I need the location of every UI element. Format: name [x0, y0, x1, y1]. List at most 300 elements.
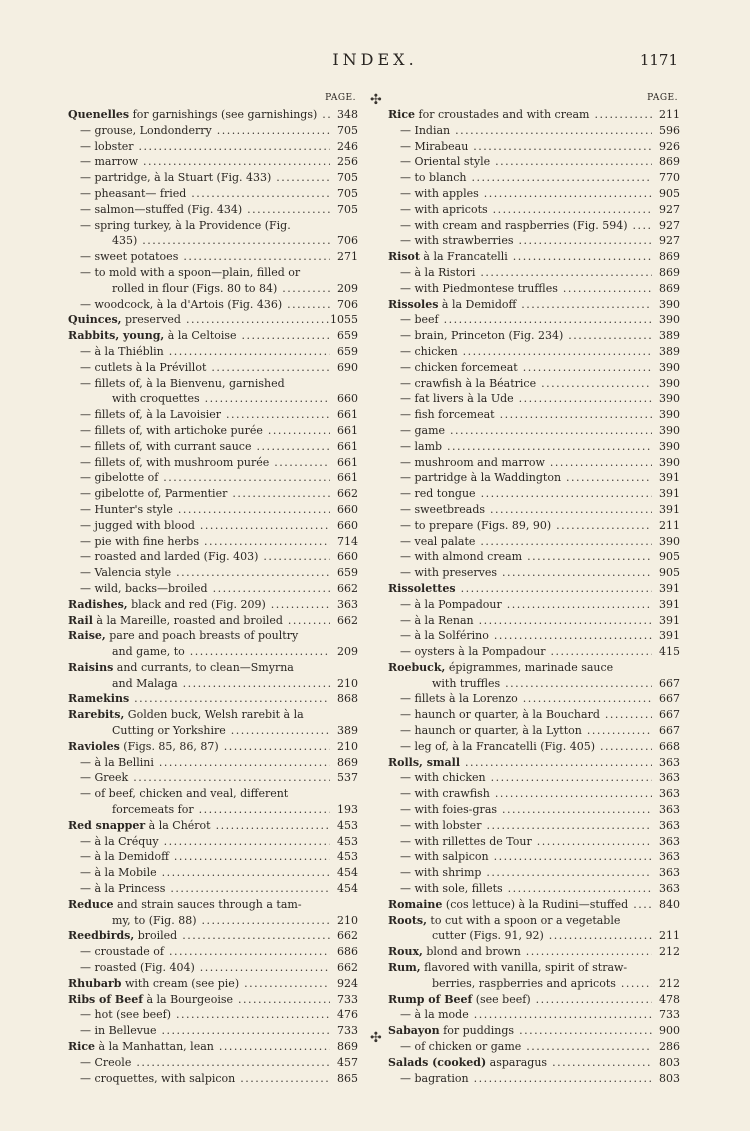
index-entry [68, 502, 358, 518]
entry-text: — croquettes, with salpicon ..... [68, 1071, 330, 1087]
entry-heading: Quinces, [68, 313, 122, 327]
entry-page-number: 667 [659, 676, 680, 690]
entry-text: — sweet potatoes ..... [68, 249, 330, 265]
entry-text: — haunch or quarter, à la Bouchard ..... [388, 707, 652, 723]
entry-page-number: 660 [337, 550, 358, 564]
index-entry [68, 676, 358, 692]
entry-text: — croustade of ..... [68, 944, 330, 960]
entry-page-number: 454 [337, 882, 358, 896]
entry-text: — with shrimp ..... [388, 865, 652, 881]
index-entry [388, 802, 680, 818]
ornament-top: ✣ [370, 92, 382, 108]
entry-page-number: 705 [337, 202, 358, 216]
entry-page-number: 686 [337, 945, 358, 959]
index-entry [68, 297, 358, 313]
entry-text [388, 755, 652, 771]
entry-page-number: 211 [659, 108, 680, 121]
entry-text: and Malaga ..... [68, 676, 330, 692]
entry-text: Romaine (cos lettuce) à la Rudini—stuffed ..... [388, 897, 652, 913]
index-entry [388, 597, 680, 613]
entry-text: Radishes, black and red (Fig. 209) ..... [68, 597, 330, 613]
index-entry [68, 170, 358, 186]
entry-heading: Rarebits, [68, 708, 125, 722]
entry-page-number: 453 [337, 850, 358, 864]
entry-text: forcemeats for ..... [68, 802, 330, 818]
entry-page-number: 706 [337, 234, 358, 248]
entry-text: — with lobster ..... [388, 818, 652, 834]
entry-page-number: 453 [337, 834, 358, 848]
entry-text: — fillets of, à la Bienvenu, garnished [80, 376, 285, 390]
index-entry [68, 139, 358, 155]
index-entry [388, 1039, 680, 1055]
index-entry [68, 123, 358, 139]
index-entry [388, 881, 680, 897]
index-entry [68, 928, 358, 944]
entry-page-number: 661 [337, 408, 358, 422]
entry-page-number: 454 [337, 866, 358, 880]
entry-text: — à la Demidoff ..... [68, 849, 330, 865]
index-entry [68, 992, 358, 1008]
index-entry [388, 865, 680, 881]
entry-page-number: 210 [337, 676, 358, 690]
entry-heading: Quenelles [68, 108, 130, 121]
entry-text: — Oriental style ..... [388, 154, 652, 170]
entry-page-number: 391 [659, 471, 680, 485]
entry-page-number: 659 [337, 329, 358, 343]
index-entry [68, 849, 358, 865]
entry-page-number: 271 [337, 250, 358, 264]
entry-page-number: 661 [337, 455, 358, 469]
entry-text: — with Piedmontese truffles ..... [388, 281, 652, 297]
index-entry [388, 818, 680, 834]
entry-text: — veal palate ..... [388, 534, 652, 550]
entry-text: — with chicken ..... [388, 770, 652, 786]
entry-page-number: 661 [337, 423, 358, 437]
ornament-bottom: ✣ [370, 1030, 382, 1046]
entry-text: Golden buck, Welsh rarebit à la [124, 708, 304, 722]
entry-page-number: 662 [337, 613, 358, 627]
index-entry [388, 755, 680, 771]
entry-page-number: 714 [337, 534, 358, 548]
entry-page-number: 391 [659, 629, 680, 643]
index-entry [68, 802, 358, 818]
index-entry [388, 439, 680, 455]
index-column-left [68, 93, 358, 1086]
entry-page-number: 840 [659, 897, 680, 911]
entry-text: — roasted (Fig. 404) ..... [68, 960, 330, 976]
entry-page-number: 212 [659, 945, 680, 959]
entry-page-number: 660 [337, 518, 358, 532]
entry-text: — à la mode ..... [388, 1007, 652, 1023]
index-entry [388, 628, 680, 644]
index-entry [388, 218, 680, 234]
entry-page-number: 869 [659, 281, 680, 295]
entry-page-number: 210 [337, 913, 358, 927]
entry-page-number: 667 [659, 708, 680, 722]
entry-page-number: 662 [337, 487, 358, 501]
index-entry [68, 312, 358, 328]
entry-text: — beef ..... [388, 312, 652, 328]
entry-page-number: 453 [337, 818, 358, 832]
entry-text: — with almond cream ..... [388, 549, 652, 565]
index-entry [68, 770, 358, 786]
entry-page-number: 900 [659, 1024, 680, 1038]
entry-text: — wild, backs—broiled ..... [68, 581, 330, 597]
entry-page-number: 733 [659, 1008, 680, 1022]
entry-text: Quinces, preserved ..... [68, 312, 330, 328]
column-heading-right: PAGE. [647, 93, 678, 103]
index-entry [68, 549, 358, 565]
index-entry [388, 834, 680, 850]
entry-text: — to prepare (Figs. 89, 90) ..... [388, 518, 652, 534]
page-title: INDEX. [332, 50, 418, 69]
index-entry [388, 897, 680, 913]
index-entry [68, 944, 358, 960]
entry-text: Salads (cooked) asparagus ..... [388, 1055, 652, 1071]
index-entry [388, 1071, 680, 1087]
index-entry [68, 249, 358, 265]
entry-text: — with crawfish ..... [388, 786, 652, 802]
entry-page-number: 363 [659, 755, 680, 769]
entry-text: my, to (Fig. 88) ..... [68, 913, 330, 929]
entry-page-number: 390 [659, 297, 680, 311]
entry-page-number: 348 [337, 108, 358, 121]
entry-text: Quenelles for garnishings (see garnishings) ..... [68, 107, 330, 123]
entry-heading: Red snapper [68, 818, 146, 832]
entry-text: — pheasant— fried ..... [68, 186, 330, 202]
entry-text: Roux, blond and brown ..... [388, 944, 652, 960]
index-entry [388, 376, 680, 392]
entry-text: — à la Thiéblin ..... [68, 344, 330, 360]
entry-text: — fish forcemeat ..... [388, 407, 652, 423]
entry-text: Rissoles à la Demidoff ..... [388, 297, 652, 313]
entry-page-number: 256 [337, 155, 358, 169]
entry-page-number: 391 [659, 581, 680, 595]
index-entry [388, 723, 680, 739]
index-entry [68, 723, 358, 739]
entry-page-number: 363 [659, 834, 680, 848]
index-entry [68, 328, 358, 344]
entry-page-number: 905 [659, 566, 680, 580]
entry-page-number: 660 [337, 502, 358, 516]
entry-text: — à la Ristori ..... [388, 265, 652, 281]
entry-text: 435) ..... [68, 233, 330, 249]
index-entry [388, 233, 680, 249]
entry-page-number: 476 [337, 1008, 358, 1022]
entry-page-number: 660 [337, 392, 358, 406]
entry-page-number: 927 [659, 234, 680, 248]
column-heading-left: PAGE. [325, 93, 356, 103]
entry-text: — partridge, à la Stuart (Fig. 433) ..... [68, 170, 330, 186]
index-entry-line [388, 660, 680, 676]
entry-text: — cutlets à la Prévillot ..... [68, 360, 330, 376]
entry-text: — woodcock, à la d'Artois (Fig. 436) ..... [68, 297, 330, 313]
entry-page-number: 212 [659, 976, 680, 990]
entry-text: Sabayon for puddings ..... [388, 1023, 652, 1039]
entry-text: — à la Pompadour ..... [388, 597, 652, 613]
entry-heading: Rice [388, 108, 416, 121]
index-entry-line [68, 786, 358, 802]
index-entry [68, 439, 358, 455]
entry-page-number: 211 [659, 518, 680, 532]
index-entry [388, 297, 680, 313]
entry-text: — haunch or quarter, à la Lytton ..... [388, 723, 652, 739]
index-entry [388, 1007, 680, 1023]
index-entry [68, 644, 358, 660]
entry-text: Reedbirds, broiled ..... [68, 928, 330, 944]
index-entry [388, 360, 680, 376]
index-entry [68, 186, 358, 202]
index-entry-line [68, 376, 358, 392]
entry-page-number: 869 [659, 250, 680, 264]
entry-heading: Raisins [68, 660, 114, 674]
entry-text: — with cream and raspberries (Fig. 594) ..... [388, 218, 652, 234]
entry-page-number: 869 [337, 755, 358, 769]
index-entry [388, 676, 680, 692]
entry-heading: Ribs of Beef [68, 992, 143, 1006]
entry-page-number: 865 [337, 1071, 358, 1085]
index-entry-line [388, 913, 680, 929]
entry-page-number: 661 [337, 439, 358, 453]
entry-page-number: 193 [337, 803, 358, 817]
entry-text: — mushroom and marrow ..... [388, 455, 652, 471]
entry-page-number: 659 [337, 344, 358, 358]
entry-text: — of chicken or game ..... [388, 1039, 652, 1055]
index-entry [388, 534, 680, 550]
entry-text: — with preserves ..... [388, 565, 652, 581]
index-entry [68, 486, 358, 502]
entry-text: Ribs of Beef à la Bourgeoise ..... [68, 992, 330, 1008]
entry-heading: Rissolettes [388, 581, 456, 595]
index-entry [68, 360, 358, 376]
index-entry [68, 423, 358, 439]
entry-text: — fat livers à la Ude ..... [388, 391, 652, 407]
entry-text: — with sole, fillets ..... [388, 881, 652, 897]
entry-page-number: 705 [337, 123, 358, 137]
entry-text: rolled in flour (Figs. 80 to 84) ..... [68, 281, 330, 297]
entry-text: — à la Bellini ..... [68, 755, 330, 771]
index-entry [68, 344, 358, 360]
entry-heading: Rice [68, 1040, 96, 1054]
entry-text: Rhubarb with cream (see pie) ..... [68, 976, 330, 992]
entry-text: — bagration ..... [388, 1071, 652, 1087]
entry-page-number: 926 [659, 139, 680, 153]
entry-text: — fillets of, with mushroom purée ..... [68, 455, 330, 471]
entry-text: — jugged with blood ..... [68, 518, 330, 534]
page-number: 1171 [639, 51, 678, 69]
index-entry [68, 518, 358, 534]
entry-page-number: 667 [659, 692, 680, 706]
entry-heading: Reedbirds, [68, 929, 135, 943]
entry-page-number: 390 [659, 423, 680, 437]
entry-text: — sweetbreads ..... [388, 502, 652, 518]
entry-page-number: 390 [659, 455, 680, 469]
index-entry [388, 423, 680, 439]
entry-page-number: 390 [659, 408, 680, 422]
entry-text: Rail à la Mareille, roasted and broiled ..... [68, 613, 330, 629]
entry-text: — lobster ..... [68, 139, 330, 155]
index-entry [388, 281, 680, 297]
entry-text: — chicken ..... [388, 344, 652, 360]
entry-text: — roasted and larded (Fig. 403) ..... [68, 549, 330, 565]
index-entry [68, 565, 358, 581]
entry-heading: Rum, [388, 961, 421, 975]
entry-text [388, 581, 652, 597]
entry-text: — Indian ..... [388, 123, 652, 139]
entry-text: — crawfish à la Béatrice ..... [388, 376, 652, 392]
index-entry [68, 960, 358, 976]
index-entry [388, 486, 680, 502]
index-entry [68, 613, 358, 629]
entry-page-number: 389 [659, 329, 680, 343]
index-entry [68, 455, 358, 471]
entry-text: — fillets of, with currant sauce ..... [68, 439, 330, 455]
index-entry [388, 581, 680, 597]
entry-page-number: 209 [337, 645, 358, 659]
entry-page-number: 667 [659, 724, 680, 738]
entry-page-number: 286 [659, 1040, 680, 1054]
entry-page-number: 363 [659, 866, 680, 880]
entry-text: — gibelotte of ..... [68, 470, 330, 486]
index-entry [68, 1055, 358, 1071]
index-entry [388, 1055, 680, 1071]
entry-text: — Greek ..... [68, 770, 330, 786]
entry-text: and strain sauces through a tam- [113, 897, 302, 911]
index-entry-line [68, 218, 358, 234]
entry-text: épigrammes, marinade sauce [445, 660, 614, 674]
entry-page-number: 662 [337, 961, 358, 975]
index-entry-line [388, 960, 680, 976]
entry-text: — game ..... [388, 423, 652, 439]
entry-text: — salmon—stuffed (Fig. 434) ..... [68, 202, 330, 218]
entry-text: — à la Renan ..... [388, 613, 652, 629]
entry-page-number: 391 [659, 597, 680, 611]
entry-text: — marrow ..... [68, 154, 330, 170]
index-entry [68, 281, 358, 297]
entry-page-number: 363 [659, 882, 680, 896]
entry-text: and currants, to clean—Smyrna [113, 660, 294, 674]
entry-heading: Rail [68, 613, 93, 627]
entry-text: — with salpicon ..... [388, 849, 652, 865]
index-entry [388, 739, 680, 755]
index-entry-line [68, 707, 358, 723]
entry-page-number: 390 [659, 360, 680, 374]
index-entry [388, 170, 680, 186]
index-column-right [388, 93, 680, 1086]
entry-text: — with foies-gras ..... [388, 802, 652, 818]
entry-page-number: 209 [337, 281, 358, 295]
index-entry [68, 534, 358, 550]
index-entry [68, 913, 358, 929]
entry-page-number: 391 [659, 502, 680, 516]
index-entry [388, 344, 680, 360]
entry-page-number: 390 [659, 439, 680, 453]
entry-page-number: 905 [659, 186, 680, 200]
entry-heading: Rhubarb [68, 976, 122, 990]
entry-page-number: 1055 [330, 313, 358, 327]
entry-page-number: 363 [337, 597, 358, 611]
entry-page-number: 363 [659, 787, 680, 801]
index-entry [388, 944, 680, 960]
entry-page-number: 803 [659, 1055, 680, 1069]
entry-heading: Rump of Beef [388, 992, 473, 1006]
index-entry [68, 1071, 358, 1087]
entry-text: and game, to ..... [68, 644, 330, 660]
entry-text: — to mold with a spoon—plain, filled or [80, 265, 301, 279]
entry-page-number: 390 [659, 534, 680, 548]
entry-page-number: 668 [659, 739, 680, 753]
index-entry [388, 707, 680, 723]
index-entry [388, 249, 680, 265]
entry-text: — fillets of, with artichoke purée ..... [68, 423, 330, 439]
entry-text: — chicken forcemeat ..... [388, 360, 652, 376]
index-entry [68, 755, 358, 771]
index-entry-line [68, 265, 358, 281]
index-entry [388, 107, 680, 123]
index-entry [68, 107, 358, 123]
entry-text: Risot à la Francatelli ..... [388, 249, 652, 265]
index-entry [68, 881, 358, 897]
entry-heading: Ravioles [68, 739, 120, 753]
entry-text: — with strawberries ..... [388, 233, 652, 249]
entry-heading: Rolls, small [388, 755, 461, 769]
entry-page-number: 869 [337, 1040, 358, 1054]
entry-page-number: 705 [337, 186, 358, 200]
index-entry [388, 786, 680, 802]
entry-page-number: 363 [659, 803, 680, 817]
entry-text: — gibelotte of, Parmentier ..... [68, 486, 330, 502]
index-entry [68, 597, 358, 613]
entry-text: Rabbits, young, à la Celtoise ..... [68, 328, 330, 344]
index-entry [68, 391, 358, 407]
index-entry [68, 154, 358, 170]
entry-page-number: 868 [337, 692, 358, 706]
entry-page-number: 596 [659, 123, 680, 137]
entry-heading: Ramekins [68, 692, 130, 706]
entry-page-number: 457 [337, 1055, 358, 1069]
entry-page-number: 662 [337, 581, 358, 595]
index-entry-line [68, 628, 358, 644]
entry-text: to cut with a spoon or a vegetable [426, 913, 621, 927]
index-entry [388, 549, 680, 565]
entry-text: — à la Princess ..... [68, 881, 330, 897]
entry-page-number: 869 [659, 155, 680, 169]
entry-page-number: 706 [337, 297, 358, 311]
entry-heading: Salads (cooked) [388, 1055, 487, 1069]
entry-page-number: 390 [659, 313, 680, 327]
entry-page-number: 733 [337, 992, 358, 1006]
entry-text: — à la Créquy ..... [68, 834, 330, 850]
entry-page-number: 927 [659, 202, 680, 216]
index-entry [68, 976, 358, 992]
entry-text: — oysters à la Pompadour ..... [388, 644, 652, 660]
index-entry [388, 644, 680, 660]
index-entry [388, 154, 680, 170]
entry-text: — partridge à la Waddington ..... [388, 470, 652, 486]
entry-heading: Romaine [388, 897, 443, 911]
entry-text: — Hunter's style ..... [68, 502, 330, 518]
entry-text: flavored with vanilla, spirit of straw- [420, 961, 628, 975]
entry-heading: Reduce [68, 897, 114, 911]
entry-text: — fillets à la Lorenzo ..... [388, 691, 652, 707]
entry-heading: Roux, [388, 945, 423, 959]
entry-page-number: 733 [337, 1024, 358, 1038]
index-entry [388, 123, 680, 139]
entry-page-number: 211 [659, 929, 680, 943]
entry-page-number: 770 [659, 171, 680, 185]
entry-text: Rump of Beef (see beef) ..... [388, 992, 652, 1008]
index-entry [388, 518, 680, 534]
